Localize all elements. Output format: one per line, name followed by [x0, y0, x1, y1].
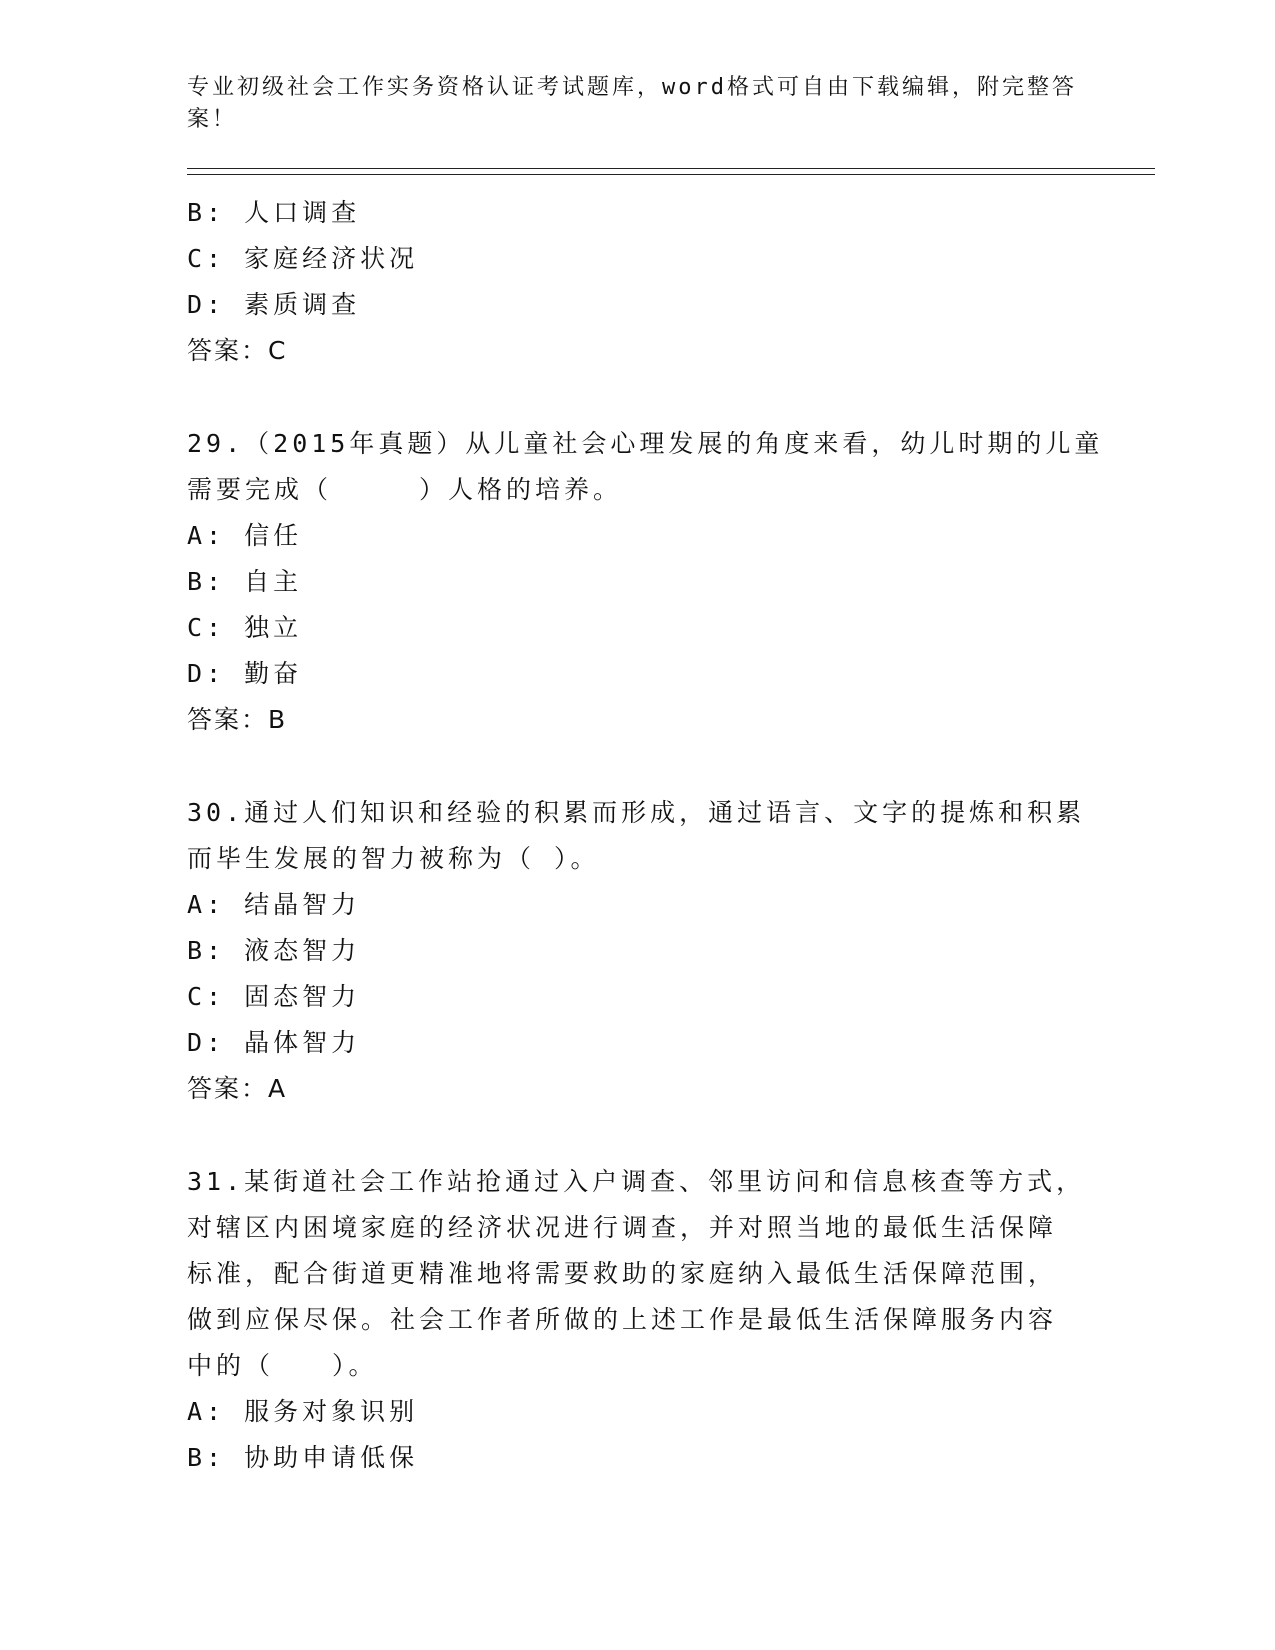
option-a: A: 结晶智力 — [187, 890, 361, 919]
option-b: B: 液态智力 — [187, 936, 361, 965]
answer-line: 答案：A — [187, 1074, 288, 1103]
question-text-line: 需要完成（ ）人格的培养。 — [187, 475, 623, 504]
option-a: A: 服务对象识别 — [187, 1397, 419, 1426]
document-header: 专业初级社会工作实务资格认证考试题库，word格式可自由下载编辑，附完整答案！ — [187, 75, 1077, 132]
question-text-line: 对辖区内困境家庭的经济状况进行调查，并对照当地的最低生活保障 — [187, 1213, 1058, 1242]
question-text-line: 标准，配合街道更精准地将需要救助的家庭纳入最低生活保障范围， — [187, 1259, 1058, 1288]
answer-line: 答案：B — [187, 705, 288, 734]
question-text-line: 做到应保尽保。社会工作者所做的上述工作是最低生活保障服务内容 — [187, 1305, 1058, 1334]
question-text-line: 31.某街道社会工作站抢通过入户调查、邻里访问和信息核查等方式， — [187, 1167, 1086, 1196]
answer-line: 答案：C — [187, 336, 288, 365]
question-text-line: 中的（ ）。 — [187, 1351, 378, 1380]
option-a: A: 信任 — [187, 521, 303, 550]
header-rule-bottom — [187, 174, 1155, 175]
option-c: C: 家庭经济状况 — [187, 244, 419, 273]
question-30 — [187, 790, 1087, 1112]
question-31 — [187, 1159, 1087, 1481]
option-d: D: 晶体智力 — [187, 1028, 361, 1057]
question-text-line: 29.（2015年真题）从儿童社会心理发展的角度来看，幼儿时期的儿童 — [187, 429, 1104, 458]
option-c: C: 固态智力 — [187, 982, 361, 1011]
document-body — [187, 190, 1104, 1481]
question-text-line: 30.通过人们知识和经验的积累而形成，通过语言、文字的提炼和积累 — [187, 798, 1086, 827]
question-28-tail — [187, 190, 1087, 374]
option-b: B: 自主 — [187, 567, 303, 596]
question-29 — [187, 421, 1104, 743]
header-rule-top — [187, 168, 1155, 169]
question-text-line: 而毕生发展的智力被称为（ ）。 — [187, 844, 600, 873]
option-d: D: 素质调查 — [187, 290, 361, 319]
option-b: B: 人口调查 — [187, 198, 361, 227]
option-d: D: 勤奋 — [187, 659, 303, 688]
option-c: C: 独立 — [187, 613, 303, 642]
option-b: B: 协助申请低保 — [187, 1443, 419, 1472]
